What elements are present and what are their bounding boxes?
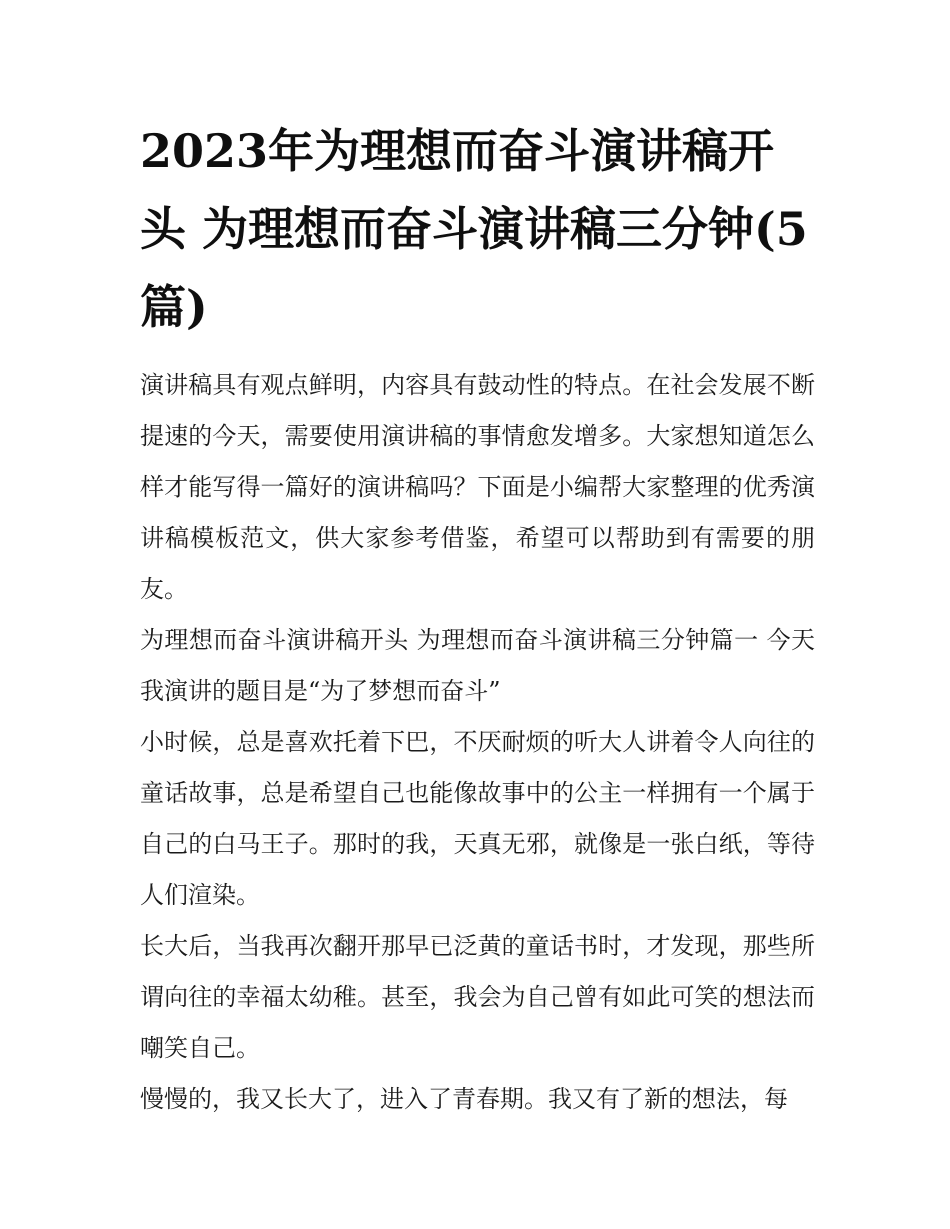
paragraph-growing-up: 长大后，当我再次翻开那早已泛黄的童话书时，才发现，那些所谓向往的幸福太幼稚。甚至，我会为自己曾有如此可笑的想法而嘲笑自己。 [140, 932, 815, 1062]
paragraph-intro: 演讲稿具有观点鲜明，内容具有鼓动性的特点。在社会发展不断提速的今天，需要使用演讲稿的事情愈发增多。大家想知道怎么样才能写得一篇好的演讲稿吗？下面是小编帮大家整理的优秀演讲稿模板范文，供大家参考借鉴，希望可以帮助到有需要的朋友。 [140, 371, 815, 603]
paragraph-adolescence: 慢慢的，我又长大了，进入了青春期。我又有了新的想法，每 [140, 1085, 788, 1113]
document-body [140, 112, 815, 1125]
paragraph-childhood: 小时候，总是喜欢托着下巴，不厌耐烦的听大人讲着令人向往的童话故事，总是希望自己也能像故事中的公主一样拥有一个属于自己的白马王子。那时的我，天真无邪，就像是一张白纸，等待人们渲染。 [140, 728, 815, 909]
paragraph-section-heading: 为理想而奋斗演讲稿开头 为理想而奋斗演讲稿三分钟篇一 今天我演讲的题目是“为了梦想而奋斗” [140, 626, 815, 705]
document-title: 2023年为理想而奋斗演讲稿开头 为理想而奋斗演讲稿三分钟(5篇) [140, 124, 808, 334]
